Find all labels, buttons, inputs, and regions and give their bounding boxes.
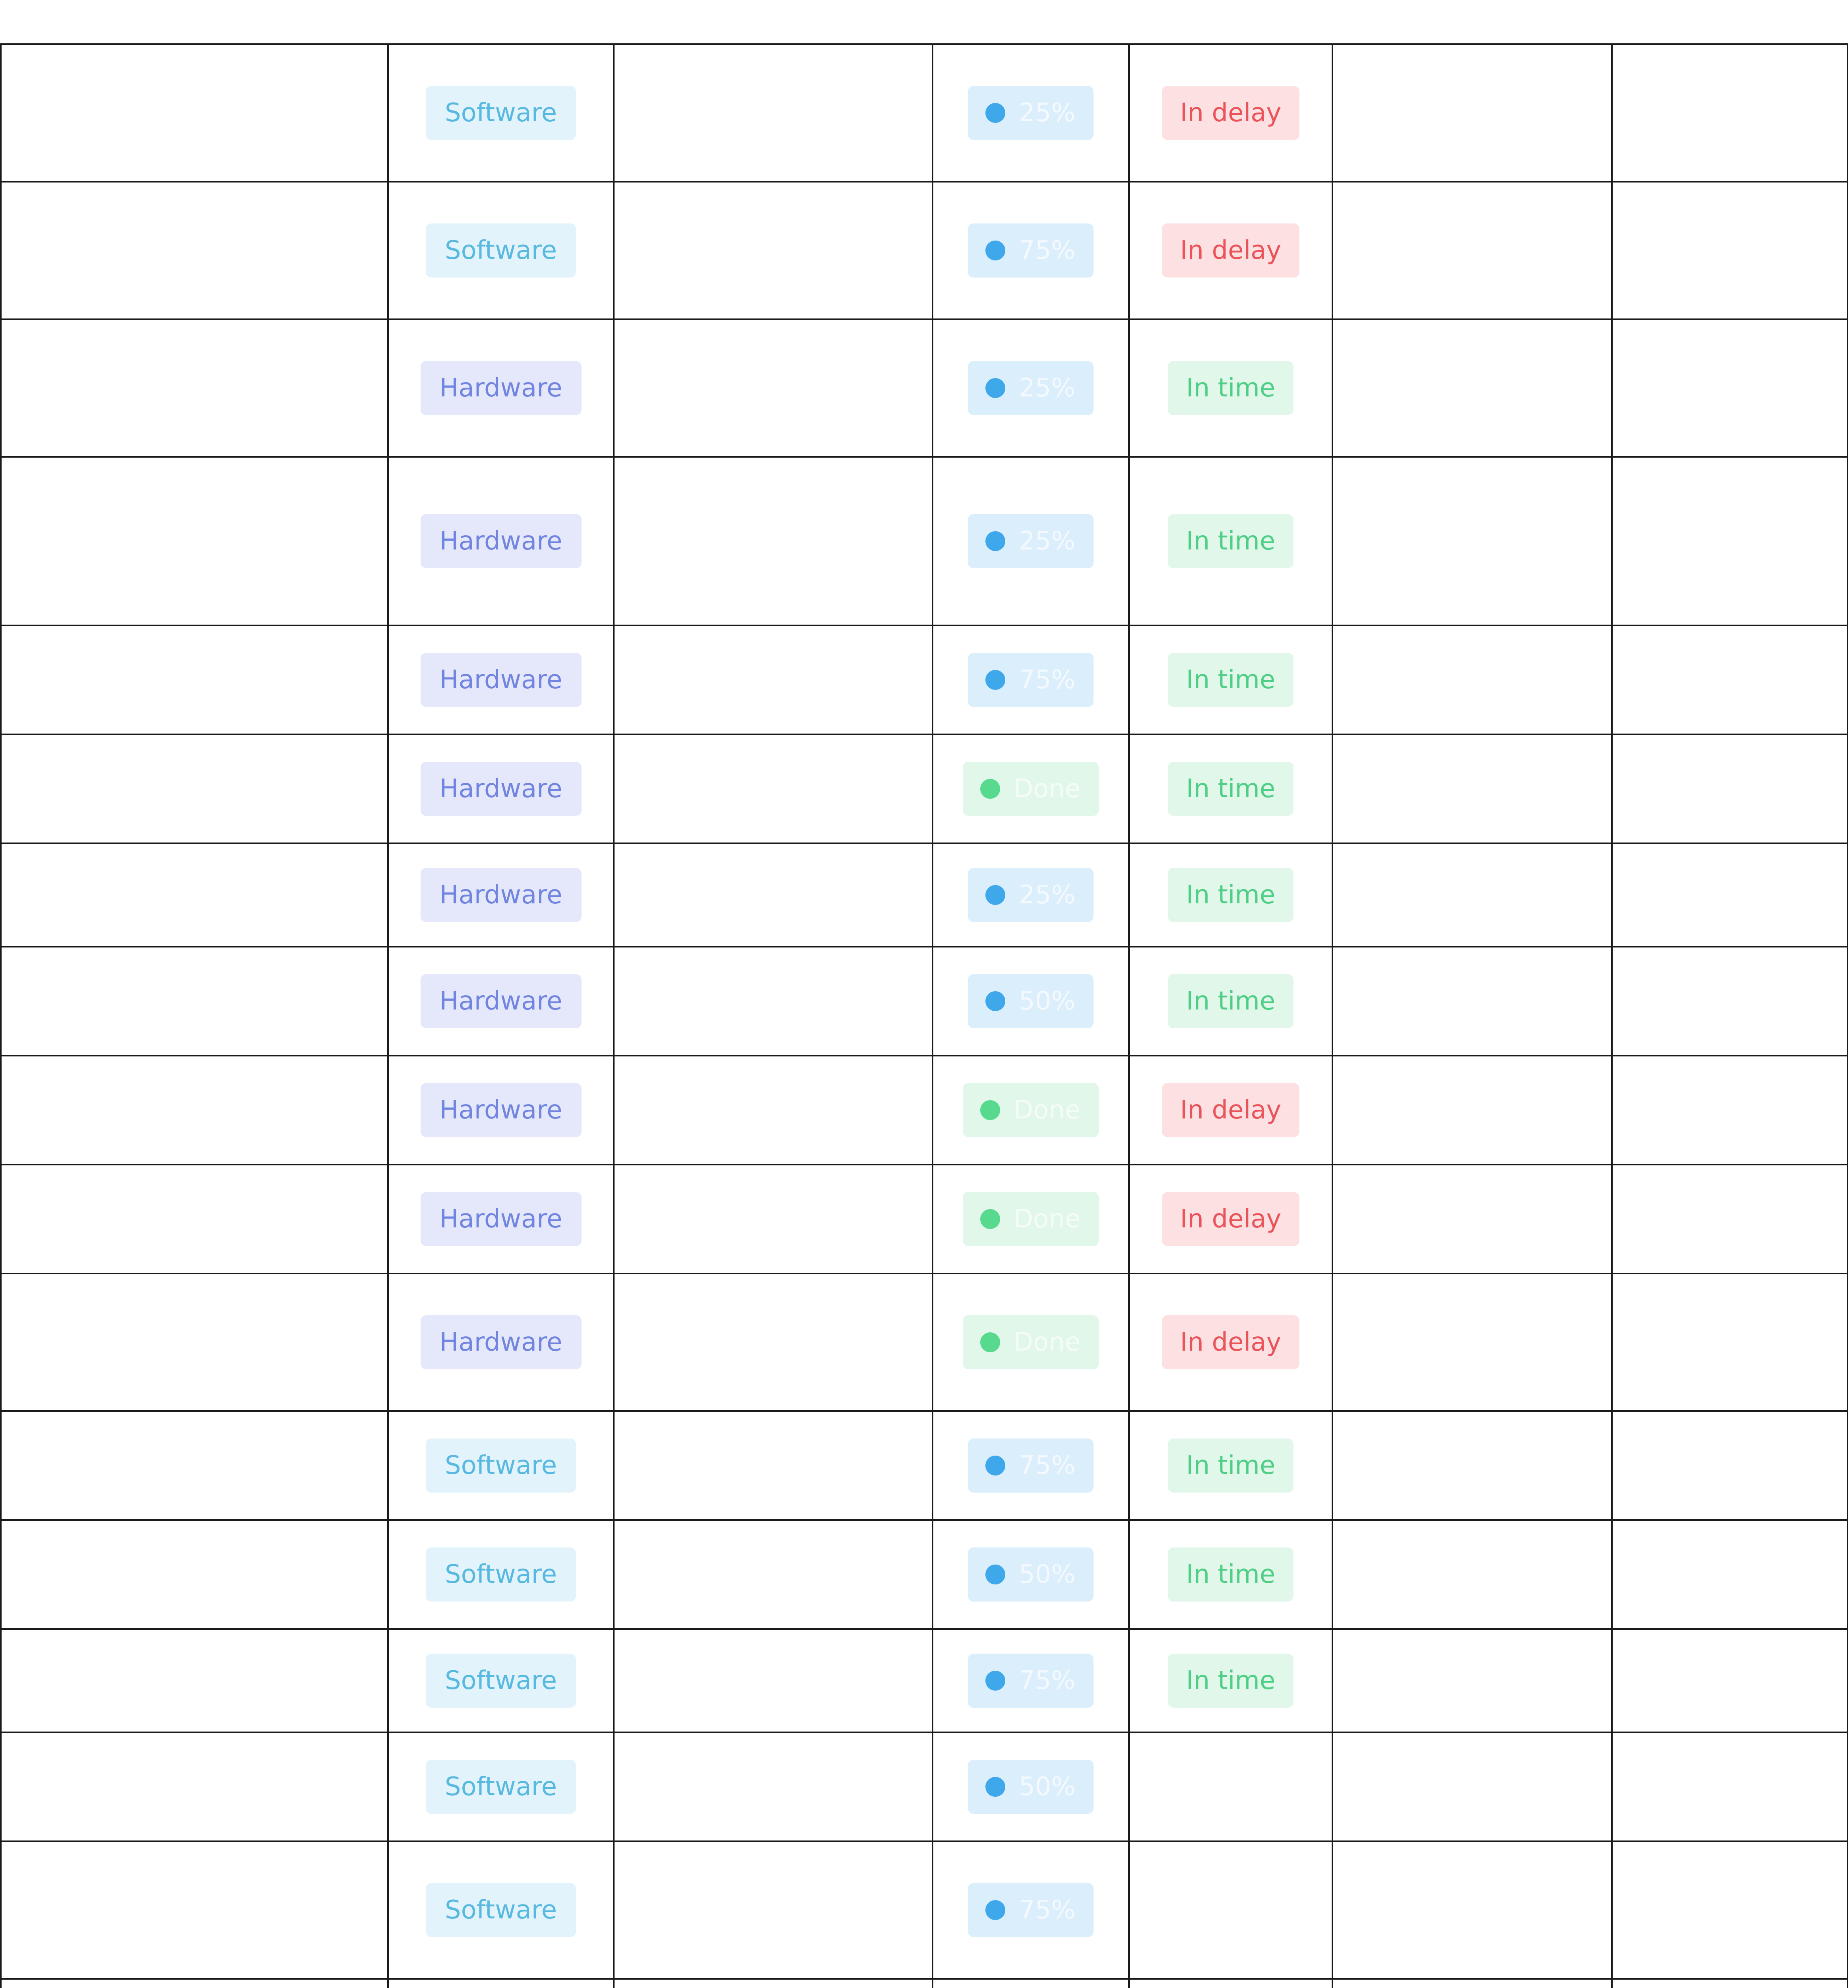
status-cell [1129, 1629, 1332, 1732]
progress-dot-icon [985, 531, 1005, 551]
empty-cell [1612, 457, 1848, 625]
progress-dot-icon [985, 1565, 1005, 1584]
empty-cell [1612, 1629, 1848, 1732]
type-tag: Software [426, 1760, 576, 1814]
status-tag: In delay [1162, 223, 1300, 278]
progress-cell [933, 44, 1129, 182]
status-tag: In delay [1162, 1315, 1300, 1369]
empty-cell [1612, 1165, 1848, 1274]
progress-cell [933, 1056, 1129, 1165]
type-tag: Software [426, 1439, 576, 1493]
progress-badge [963, 1083, 1099, 1137]
type-tag: Hardware [421, 1315, 582, 1369]
progress-label: 75% [1018, 236, 1076, 265]
table-row [1, 947, 1848, 1056]
progress-label: 75% [1018, 665, 1076, 695]
progress-badge [968, 974, 1094, 1028]
empty-cell [1, 1411, 388, 1520]
type-cell [388, 734, 614, 843]
empty-cell [1612, 44, 1848, 182]
type-cell [388, 843, 614, 947]
empty-cell [1332, 1841, 1612, 1979]
progress-cell [933, 734, 1129, 843]
empty-cell [614, 734, 933, 843]
type-tag: Software [426, 1883, 576, 1937]
progress-cell [933, 1629, 1129, 1732]
table-container [0, 43, 1847, 1988]
table-row [1, 319, 1848, 457]
progress-badge [968, 1883, 1094, 1937]
type-cell [388, 1629, 614, 1732]
progress-label: 75% [1018, 1451, 1076, 1480]
empty-cell [614, 947, 933, 1056]
type-tag: Hardware [421, 1192, 582, 1246]
status-cell [1129, 1165, 1332, 1274]
progress-cell [933, 319, 1129, 457]
type-cell [388, 1520, 614, 1629]
progress-badge [968, 514, 1094, 568]
progress-cell [933, 625, 1129, 734]
empty-cell [614, 1979, 933, 1988]
empty-cell [614, 1056, 933, 1165]
empty-cell [1612, 1411, 1848, 1520]
type-tag: Software [426, 1654, 576, 1708]
type-tag: Hardware [421, 974, 582, 1028]
status-tag: In time [1168, 974, 1293, 1028]
progress-dot-icon [985, 378, 1005, 398]
empty-cell [614, 1841, 933, 1979]
type-cell [388, 1732, 614, 1841]
type-cell [388, 947, 614, 1056]
table-row [1, 843, 1848, 947]
table-row [1, 1274, 1848, 1411]
empty-cell [1612, 843, 1848, 947]
progress-badge [968, 86, 1094, 140]
type-cell [388, 319, 614, 457]
empty-cell [1, 182, 388, 319]
progress-label: 75% [1018, 1666, 1076, 1695]
empty-cell [1612, 182, 1848, 319]
empty-cell [614, 843, 933, 947]
table-row [1, 1165, 1848, 1274]
table-row [1, 1841, 1848, 1979]
empty-cell [1, 1732, 388, 1841]
progress-label: 25% [1018, 98, 1076, 128]
type-cell [388, 44, 614, 182]
type-cell [388, 1979, 614, 1988]
empty-cell [614, 1732, 933, 1841]
empty-cell [1, 1629, 388, 1732]
progress-cell [933, 947, 1129, 1056]
type-cell [388, 1056, 614, 1165]
table-row [1, 625, 1848, 734]
progress-badge [968, 868, 1094, 922]
progress-cell [933, 1732, 1129, 1841]
progress-label: 25% [1018, 880, 1076, 910]
type-cell [388, 625, 614, 734]
empty-cell [1332, 1520, 1612, 1629]
empty-cell [1612, 1732, 1848, 1841]
empty-cell [614, 182, 933, 319]
progress-cell [933, 1841, 1129, 1979]
progress-dot-icon [980, 1332, 1000, 1352]
progress-cell [933, 1411, 1129, 1520]
table-row [1, 1411, 1848, 1520]
progress-label: 50% [1018, 1772, 1076, 1802]
empty-cell [1332, 1732, 1612, 1841]
empty-cell [1, 843, 388, 947]
progress-cell [933, 457, 1129, 625]
status-tag: In delay [1162, 1192, 1300, 1246]
type-cell [388, 1841, 614, 1979]
progress-dot-icon [980, 1209, 1000, 1229]
status-cell [1129, 182, 1332, 319]
progress-dot-icon [985, 103, 1005, 123]
progress-label: Done [1013, 1204, 1081, 1234]
empty-cell [1332, 457, 1612, 625]
type-tag: Hardware [421, 1083, 582, 1137]
empty-cell [1, 1979, 388, 1988]
empty-cell [614, 1274, 933, 1411]
progress-label: 25% [1018, 373, 1076, 403]
empty-cell [614, 1520, 933, 1629]
progress-dot-icon [985, 1900, 1005, 1920]
empty-cell [1, 1165, 388, 1274]
table-row [1, 457, 1848, 625]
empty-cell [1332, 1979, 1612, 1988]
progress-label: 75% [1018, 1895, 1076, 1925]
progress-badge [968, 1760, 1094, 1814]
table-row [1, 734, 1848, 843]
type-cell [388, 182, 614, 319]
empty-cell [1332, 1056, 1612, 1165]
empty-cell [1332, 182, 1612, 319]
empty-cell [1332, 625, 1612, 734]
progress-cell [933, 1274, 1129, 1411]
table-row [1, 1056, 1848, 1165]
empty-cell [1612, 319, 1848, 457]
status-tag: In time [1168, 868, 1293, 922]
empty-cell [1332, 1274, 1612, 1411]
empty-cell [1, 1841, 388, 1979]
status-cell [1129, 1056, 1332, 1165]
table-row [1, 1732, 1848, 1841]
empty-cell [1332, 843, 1612, 947]
progress-label: 50% [1018, 1560, 1076, 1589]
type-tag: Software [426, 1547, 576, 1602]
table-row [1, 182, 1848, 319]
progress-badge [963, 1315, 1099, 1369]
table-row [1, 44, 1848, 182]
progress-badge [963, 762, 1099, 816]
type-cell [388, 1165, 614, 1274]
empty-cell [1612, 625, 1848, 734]
progress-label: Done [1013, 1328, 1081, 1357]
progress-dot-icon [985, 991, 1005, 1011]
status-cell [1129, 843, 1332, 947]
status-tag: In time [1168, 1439, 1293, 1493]
type-tag: Software [426, 86, 576, 140]
empty-cell [1332, 1411, 1612, 1520]
table-body [1, 44, 1848, 1988]
progress-cell [933, 182, 1129, 319]
empty-cell [1332, 44, 1612, 182]
type-cell [388, 1411, 614, 1520]
empty-cell [614, 1629, 933, 1732]
empty-cell [1, 734, 388, 843]
progress-dot-icon [985, 1671, 1005, 1691]
empty-cell [1, 1520, 388, 1629]
type-tag: Hardware [421, 361, 582, 415]
type-tag: Hardware [421, 868, 582, 922]
progress-dot-icon [980, 1100, 1000, 1120]
task-table [0, 43, 1848, 1988]
empty-cell [1332, 1165, 1612, 1274]
empty-cell [614, 457, 933, 625]
progress-dot-icon [980, 779, 1000, 799]
progress-dot-icon [985, 885, 1005, 905]
empty-cell [1612, 1841, 1848, 1979]
empty-cell [1, 947, 388, 1056]
table-row [1, 1629, 1848, 1732]
status-cell [1129, 1411, 1332, 1520]
progress-label: 50% [1018, 986, 1076, 1016]
type-tag: Hardware [421, 762, 582, 816]
progress-cell [933, 1165, 1129, 1274]
progress-cell [933, 843, 1129, 947]
empty-cell [1332, 947, 1612, 1056]
empty-cell [1332, 1629, 1612, 1732]
status-tag: In time [1168, 1547, 1293, 1602]
progress-dot-icon [985, 670, 1005, 690]
empty-cell [614, 1165, 933, 1274]
status-cell [1129, 319, 1332, 457]
status-cell [1129, 44, 1332, 182]
empty-cell [614, 319, 933, 457]
progress-badge [968, 1439, 1094, 1493]
progress-label: Done [1013, 774, 1081, 804]
status-cell [1129, 734, 1332, 843]
empty-cell [1, 457, 388, 625]
status-cell [1129, 1841, 1332, 1979]
progress-cell [933, 1520, 1129, 1629]
empty-cell [1612, 734, 1848, 843]
status-tag: In delay [1162, 1083, 1300, 1137]
status-tag: In time [1168, 653, 1293, 707]
empty-cell [1, 1056, 388, 1165]
status-cell [1129, 1979, 1332, 1988]
empty-cell [614, 44, 933, 182]
empty-cell [1, 1274, 388, 1411]
progress-label: 25% [1018, 526, 1076, 556]
progress-badge [968, 223, 1094, 278]
empty-cell [1332, 319, 1612, 457]
status-cell [1129, 947, 1332, 1056]
progress-dot-icon [985, 241, 1005, 260]
empty-cell [1, 44, 388, 182]
empty-cell [1, 625, 388, 734]
status-tag: In time [1168, 361, 1293, 415]
empty-cell [614, 625, 933, 734]
progress-badge [968, 1654, 1094, 1708]
progress-badge [968, 361, 1094, 415]
table-row [1, 1979, 1848, 1988]
empty-cell [1, 319, 388, 457]
type-tag: Software [426, 223, 576, 278]
progress-cell [933, 1979, 1129, 1988]
empty-cell [1612, 1056, 1848, 1165]
empty-cell [1612, 1979, 1848, 1988]
status-cell [1129, 1520, 1332, 1629]
status-tag: In delay [1162, 86, 1300, 140]
progress-dot-icon [985, 1777, 1005, 1797]
progress-badge [963, 1192, 1099, 1246]
status-cell [1129, 457, 1332, 625]
type-tag: Hardware [421, 653, 582, 707]
type-tag: Hardware [421, 514, 582, 568]
status-cell [1129, 1274, 1332, 1411]
empty-cell [1612, 947, 1848, 1056]
status-cell [1129, 625, 1332, 734]
status-tag: In time [1168, 1654, 1293, 1708]
empty-cell [1332, 734, 1612, 843]
status-tag: In time [1168, 514, 1293, 568]
empty-cell [1612, 1274, 1848, 1411]
progress-label: Done [1013, 1095, 1081, 1125]
type-cell [388, 457, 614, 625]
progress-badge [968, 1547, 1094, 1602]
progress-badge [968, 653, 1094, 707]
status-tag: In time [1168, 762, 1293, 816]
type-cell [388, 1274, 614, 1411]
progress-dot-icon [985, 1456, 1005, 1475]
table-row [1, 1520, 1848, 1629]
status-cell [1129, 1732, 1332, 1841]
empty-cell [614, 1411, 933, 1520]
empty-cell [1612, 1520, 1848, 1629]
